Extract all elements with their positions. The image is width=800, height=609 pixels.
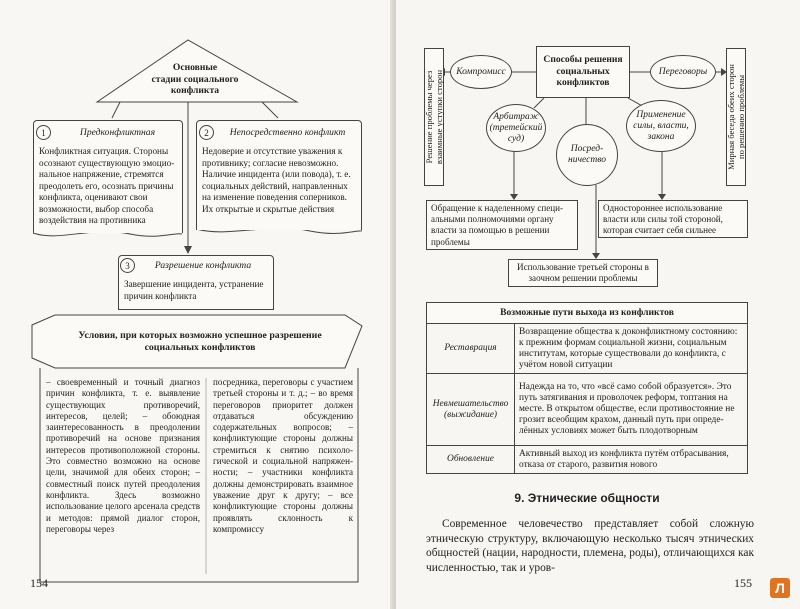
stages-title [130, 62, 260, 97]
methods-title-box [536, 46, 630, 98]
unilateral-force-box: Одностороннее использование власти или силы той стороной, которая считает себя сильнее [598, 200, 748, 238]
peaceful-talk-line: Мирная беседа обеих сторон [726, 64, 736, 170]
third-party-box: Использование третьей стороны в заочном решении проблемы [508, 259, 658, 287]
stage1-number: 1 [36, 125, 51, 140]
stages-title-line: Основные [172, 62, 218, 73]
peaceful-talk-text [726, 64, 746, 170]
ways-table-title: Возможные пути выхода из конфликтов [426, 302, 748, 324]
mutual-concessions-line: взаимные уступки сторон [434, 69, 444, 165]
table-row [427, 374, 748, 446]
page-number-left: 154 [30, 576, 48, 590]
stage2-text: Недоверие и отсутствие уважения к противнику; согласие невозможно. Наличие инцидента (или повода), т. е. социальных действий, направленных на изменение поведения соперников. Их открытые и скрытые действия [202, 146, 351, 214]
conditions-title-line: социальных конфликтов [144, 342, 256, 354]
mutual-concessions-box [424, 48, 444, 186]
peaceful-talk-box [726, 48, 746, 186]
conditions-column-1: – своевременный и точный диагноз причин конфликта, т. е. выявление существующих противоречий, интересов, целей; – обоюдная заинтересованность в преодолении противоречий на основе признания интересов противоположной стороны. Это совместно возможно на основе цели, значимой для обеих сторон; – совместный поиск путей преодоления конфликта. Здесь возможно использование целого арсенала средств и методов: прямой диалог сторон, переговоры через [46, 377, 200, 534]
left-page [0, 0, 392, 609]
stage3-text: Завершение инцидента, устранение причин конфликта [124, 279, 264, 301]
page-number-right: 155 [734, 576, 752, 590]
way-description: Возвращение общества к доконфликтному состоянию: к прежним формам социальной жизни, социальным институтам, которые существовали до конфликта, с учётом новой ситуации [515, 324, 748, 374]
methods-title-line: конфликтов [556, 77, 610, 89]
way-description: Активный выход из конфликта путём отбрасывания, отказа от старого, развития нового [515, 446, 748, 474]
ways-table [426, 323, 748, 474]
conditions-column-2: посредника, переговоры с участием третьей стороны и т. д.; – во время переговоров приоритет должен отдаваться обсуждению содержательных вопросов; – конфликтующие стороны должны стремиться к снятию психологической и социальной напряженности; – участники конфликта должны демонстрировать взаимное уважение друг к другу; – все конфликтующие стороны должны проявлять склонность к компромиссу [213, 377, 353, 534]
way-name: Реставрация [427, 324, 515, 374]
oval-force: Применение силы, власти, закона [626, 100, 696, 152]
peaceful-talk-line: по решению проблемы [736, 74, 746, 160]
stages-title-line: конфликта [170, 85, 220, 97]
stage1-text: Конфликтная ситуация. Стороны осознают существующую эмоциональное напряжение, стремятся преодолеть его, осознать причины конфликта, оценивают свои возможности, выбор способа воздействия на противника [39, 146, 175, 225]
section-heading: 9. Этнические общности [514, 491, 660, 505]
stage3-number: 3 [120, 258, 135, 273]
stages-title-line: стадии социального [151, 73, 239, 85]
mutual-concessions-text [424, 70, 444, 164]
court-appeal-box: Обращение к наделенному специальными полномочиями органу власти за помощью в решении проблемы [426, 200, 578, 250]
conditions-title [60, 330, 340, 355]
right-page [396, 0, 800, 609]
way-name: Невмешательство (выжидание) [427, 374, 515, 446]
way-name: Обновление [427, 446, 515, 474]
stage2-title: Непосредственно конфликт [229, 127, 346, 138]
table-row [427, 324, 748, 374]
methods-title-line: социальных [556, 65, 610, 77]
mutual-concessions-line: Решение проблемы через [424, 70, 434, 164]
stage2-box [196, 143, 362, 230]
methods-title-line: Способы решения [543, 54, 623, 65]
body-paragraph: Современное человечество представляет собой сложную этническую структуру, включающую несколько тысяч этнических общностей (нации, народности, племена, роды), отличающихся как численностью, так и уров- [426, 518, 754, 574]
conditions-title-line: Условия, при которых возможно успешное разрешение [78, 330, 322, 341]
oval-compromise: Компромисс [450, 55, 512, 89]
stage1-title: Предконфликтная [79, 127, 156, 138]
stage3-box [118, 276, 274, 310]
table-row [427, 446, 748, 474]
oval-mediation: Посредничество [556, 124, 618, 186]
publisher-logo-icon: Л [770, 578, 790, 598]
way-description: Надежда на то, что «всё само собой образуется». Это путь затягивания и проволочек реформ, топтания на месте. В открытом обществе, если противостояние не грозит всеобщим крахом, данный путь при определённых условиях может быть плодотворным [515, 374, 748, 446]
oval-arbitration: Арбитраж (третейский суд) [486, 104, 546, 152]
stage3-title: Разрешение конфликта [154, 260, 252, 271]
oval-negotiations: Переговоры [650, 55, 716, 89]
stage2-number: 2 [199, 125, 214, 140]
stage1-box [33, 143, 183, 233]
